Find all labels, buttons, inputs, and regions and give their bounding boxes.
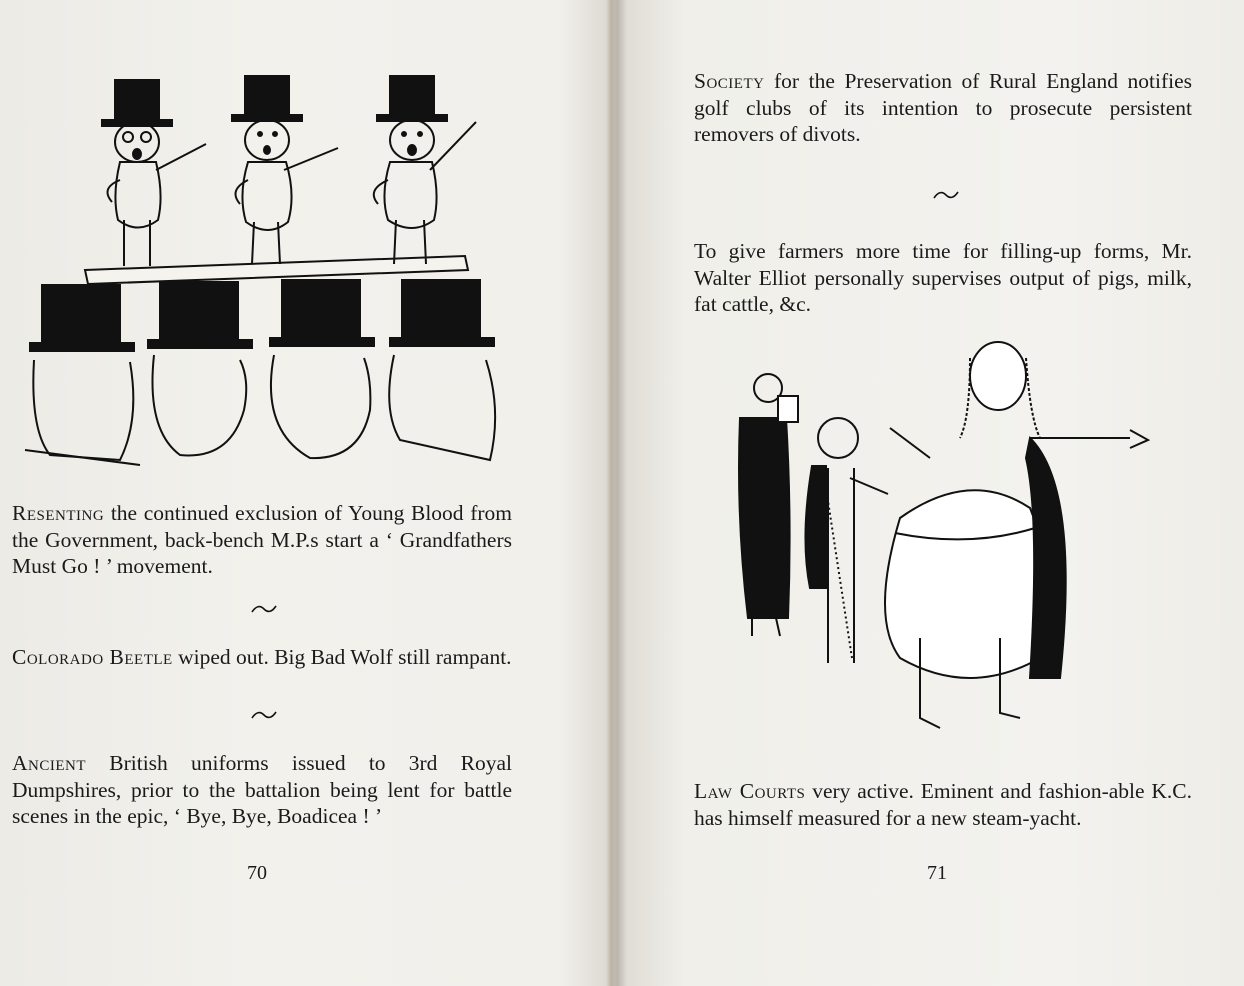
paragraph-society	[694, 68, 1192, 148]
left-page	[0, 0, 610, 986]
paragraph-text: British uniforms issued to 3rd Royal Dumpshires, prior to the battalion being lent for battle scenes in the epic, ‘ Bye, Bye, Boadicea ! ’	[12, 751, 512, 828]
paragraph-text: give farmers more time for filling-up forms, Mr. Walter Elliot personally supervises output of pigs, milk, fat cattle, &c.	[694, 239, 1192, 316]
ornament-divider-icon	[250, 602, 278, 616]
paragraph-lead: To	[694, 239, 717, 263]
page-number-left: 70	[247, 862, 267, 884]
page-number-right: 71	[927, 862, 947, 884]
paragraph-young-blood	[12, 500, 512, 580]
paragraph-text: the continued exclusion of Young Blood from the Government, back-bench M.P.s start a ‘ Grandfathers Must Go ! ’ movement.	[12, 501, 512, 578]
ornament-divider-icon	[932, 188, 960, 202]
right-page	[612, 0, 1244, 986]
paragraph-lead: Ancient	[12, 751, 87, 775]
paragraph-text: very active. Eminent and fashion-able K.C. has himself measured for a new steam-yacht.	[694, 779, 1192, 830]
grandfathers-cartoon	[20, 70, 520, 470]
paragraph-lead: Law Courts	[694, 779, 806, 803]
paragraph-farmers	[694, 238, 1192, 318]
paragraph-ancient-british	[12, 750, 512, 830]
paragraph-text: for the Preservation of Rural England notifies golf clubs of its intention to prosecute persistent removers of divots.	[694, 69, 1192, 146]
paragraph-text: wiped out. Big Bad Wolf still rampant.	[172, 645, 512, 669]
ornament-divider-icon	[250, 708, 278, 722]
paragraph-lead: Society	[694, 69, 765, 93]
paragraph-lead: Resenting	[12, 501, 105, 525]
paragraph-lead: Colorado Beetle	[12, 645, 173, 669]
paragraph-law-courts	[694, 778, 1192, 831]
paragraph-colorado-beetle	[12, 644, 512, 671]
kc-measured-cartoon	[730, 318, 1160, 748]
